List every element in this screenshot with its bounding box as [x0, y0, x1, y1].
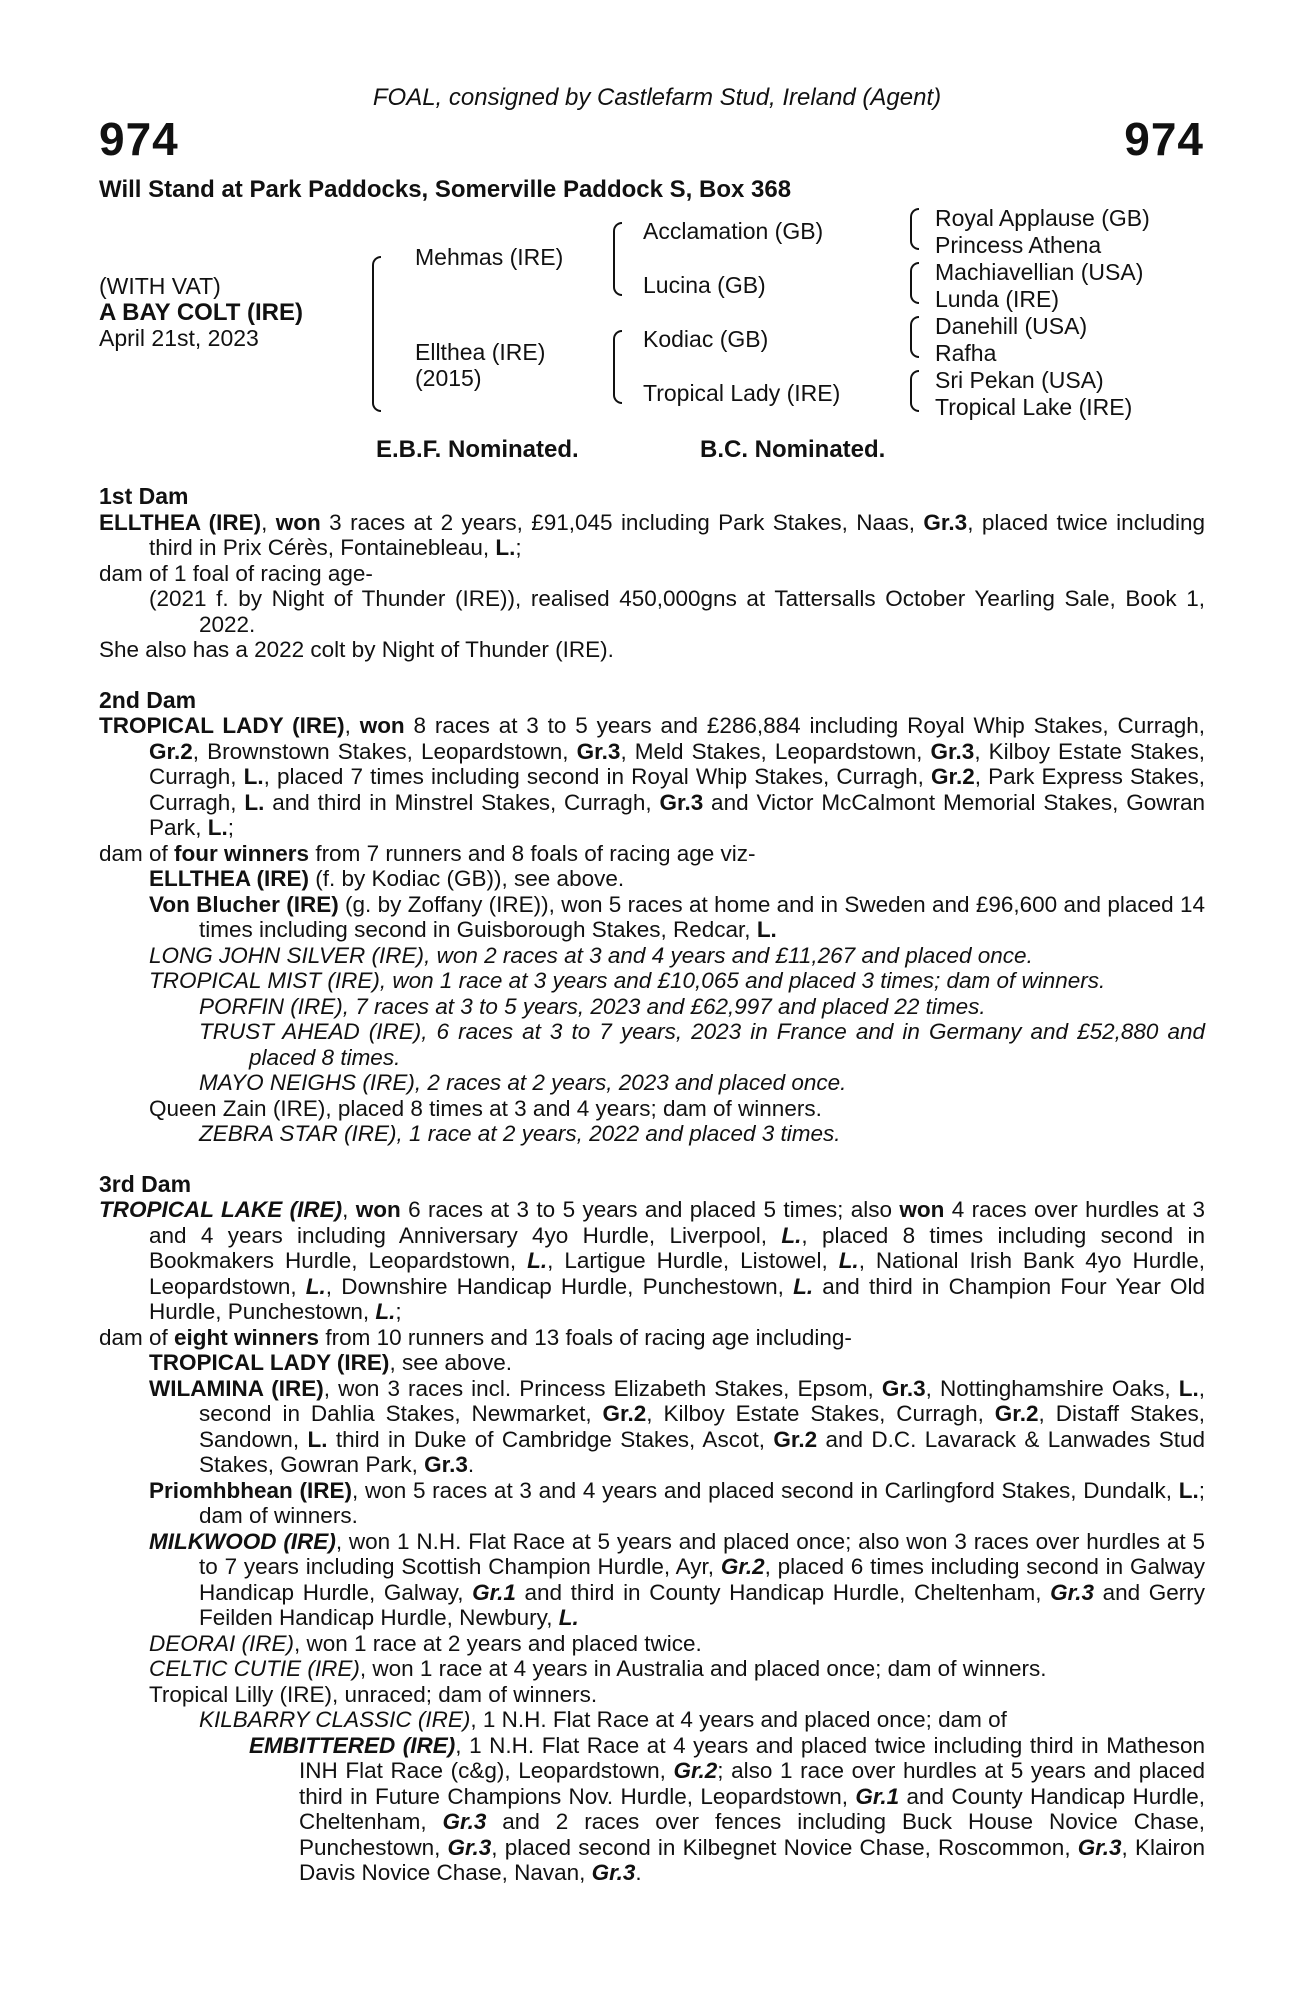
dam: Ellthea (IRE): [415, 339, 546, 365]
first-dam-foal-2021: (2021 f. by Night of Thunder (IRE)), realised 450,000gns at Tattersalls October Yearling Sale, Book 1, 2022.: [149, 586, 1205, 637]
gg-5: Danehill (USA): [935, 313, 1088, 339]
produce-wilamina: WILAMINA (IRE), won 3 races incl. Princess Elizabeth Stakes, Epsom, Gr.3, Nottinghamshire Oaks, L., second in Dahlia Stakes, Newmarket, Gr.2, Kilboy Estate Stakes, Curragh, Gr.2, Distaff Stakes, Sandown, L. third in Duke of Cambridge Stakes, Ascot, Gr.2 and D.C. Lavarack & Lanwades Stud Stakes, Gowran Park, Gr.3.: [149, 1375, 1206, 1477]
gg-3: Machiavellian (USA): [935, 259, 1144, 285]
lot-number-left: 974: [99, 113, 179, 165]
gg-6: Rafha: [935, 340, 997, 366]
produce-von-blucher: Von Blucher (IRE) (g. by Zoffany (IRE)), won 5 races at home and in Sweden and £96,600 and placed 14 times including second in Guisborough Stakes, Redcar, L.: [149, 891, 1205, 942]
gg-1: Royal Applause (GB): [935, 205, 1150, 231]
bc-nomination: B.C. Nominated.: [700, 436, 886, 463]
produce-deorai: DEORAI (IRE), won 1 race at 2 years and placed twice.: [149, 1630, 702, 1656]
second-dam-produce-summary: dam of four winners from 7 runners and 8 foals of racing age viz-: [99, 840, 756, 866]
third-dam-heading: 3rd Dam: [99, 1170, 192, 1197]
produce-tropical-lady: TROPICAL LADY (IRE), see above.: [149, 1350, 513, 1375]
first-dam-foal-2022: She also has a 2022 colt by Night of Thunder (IRE).: [99, 637, 614, 662]
stand-location: Will Stand at Park Paddocks, Somerville Paddock S, Box 368: [99, 176, 792, 203]
second-dam-heading: 2nd Dam: [99, 686, 197, 713]
foaling-date: April 21st, 2023: [99, 325, 259, 351]
second-dam-record: TROPICAL LADY (IRE), won 8 races at 3 to 5 years and £286,884 including Royal Whip Stakes, Curragh, Gr.2, Brownstown Stakes, Leopardstown, Gr.3, Meld Stakes, Leopardstown, Gr.3, Kilboy Estate Stakes, Curragh, L., placed 7 times including second in Royal Whip Stakes, Curragh, Gr.2, Park Express Stakes, Curragh, L. and third in Minstrel Stakes, Curragh, Gr.3 and Victor McCalmont Memorial Stakes, Gowran Park, L.;: [99, 713, 1206, 840]
brace-sire-parents: [613, 222, 622, 296]
gg-7: Sri Pekan (USA): [935, 367, 1104, 393]
gg-2: Princess Athena: [935, 232, 1102, 258]
brace-g4: [910, 370, 919, 412]
consignment-line: FOAL, consigned by Castlefarm Stud, Ireland (Agent): [372, 84, 942, 111]
sire-dam: Lucina (GB): [643, 272, 766, 298]
brace-g3: [910, 316, 919, 358]
produce-kilbarry-classic: KILBARRY CLASSIC (IRE), 1 N.H. Flat Race at 4 years and placed once; dam of: [199, 1707, 1007, 1732]
ebf-nomination: E.B.F. Nominated.: [376, 436, 579, 463]
brace-g2: [910, 262, 919, 304]
produce-mayo-neighs: MAYO NEIGHS (IRE), 2 races at 2 years, 2023 and placed once.: [199, 1070, 847, 1095]
produce-tropical-lilly: Tropical Lilly (IRE), unraced; dam of winners.: [149, 1681, 598, 1707]
produce-tropical-mist: TROPICAL MIST (IRE), won 1 race at 3 years and £10,065 and placed 3 times; dam of winners.: [149, 968, 1106, 993]
lot-number-right: 974: [1124, 113, 1204, 165]
produce-milkwood: MILKWOOD (IRE), won 1 N.H. Flat Race at 5 years and placed once; also won 3 races over hurdles at 5 to 7 years including Scottish Champion Hurdle, Ayr, Gr.2, placed 6 times including second in Galway Handicap Hurdle, Galway, Gr.1 and third in County Handicap Hurdle, Cheltenham, Gr.3 and Gerry Feilden Handicap Hurdle, Newbury, L.: [149, 1528, 1205, 1630]
produce-queen-zain: Queen Zain (IRE), placed 8 times at 3 and 4 years; dam of winners.: [149, 1095, 822, 1121]
sire-sire: Acclamation (GB): [643, 218, 824, 244]
produce-zebra-star: ZEBRA STAR (IRE), 1 race at 2 years, 2022 and placed 3 times.: [199, 1121, 841, 1146]
brace-dam-parents: [613, 330, 622, 404]
catalogue-body: [99, 484, 1205, 1886]
dam-year: (2015): [415, 365, 482, 391]
gg-8: Tropical Lake (IRE): [935, 394, 1133, 420]
first-dam-record: ELLTHEA (IRE), won 3 races at 2 years, £91,045 including Park Stakes, Naas, Gr.3, placed twice including third in Prix Cérès, Fontainebleau, L.;: [99, 509, 1205, 560]
produce-celtic-cutie: CELTIC CUTIE (IRE), won 1 race at 4 years in Australia and placed once; dam of winners.: [149, 1656, 1047, 1681]
dam-sire: Kodiac (GB): [643, 326, 769, 352]
produce-ellthea: ELLTHEA (IRE) (f. by Kodiac (GB)), see above.: [149, 866, 625, 891]
produce-priomhbhean: Priomhbhean (IRE), won 5 races at 3 and 4 years and placed second in Carlingford Stakes, Dundalk, L.; dam of winners.: [149, 1477, 1205, 1528]
vat-note: (WITH VAT): [99, 273, 221, 299]
dam-dam: Tropical Lady (IRE): [643, 380, 841, 406]
first-dam-produce-summary: dam of 1 foal of racing age-: [99, 560, 373, 586]
produce-long-john-silver: LONG JOHN SILVER (IRE), won 2 races at 3 and 4 years and £11,267 and placed once.: [149, 942, 1033, 968]
produce-porfin: PORFIN (IRE), 7 races at 3 to 5 years, 2023 and £62,997 and placed 22 times.: [199, 993, 986, 1019]
brace-sire-dam: [372, 256, 381, 412]
third-dam-produce-summary: dam of eight winners from 10 runners and 13 foals of racing age including-: [99, 1324, 852, 1350]
brace-g1: [910, 208, 919, 250]
first-dam-heading: 1st Dam: [99, 483, 189, 509]
third-dam-record: TROPICAL LAKE (IRE), won 6 races at 3 to 5 years and placed 5 times; also won 4 races over hurdles at 3 and 4 years including Anniversary 4yo Hurdle, Liverpool, L., placed 8 times including second in Bookmakers Hurdle, Leopardstown, L., Lartigue Hurdle, Listowel, L., National Irish Bank 4yo Hurdle, Leopardstown, L., Downshire Handicap Hurdle, Punchestown, L. and third in Champion Four Year Old Hurdle, Punchestown, L.;: [99, 1197, 1206, 1324]
gg-4: Lunda (IRE): [935, 286, 1060, 312]
lot-name: A BAY COLT (IRE): [99, 299, 304, 326]
produce-trust-ahead: TRUST AHEAD (IRE), 6 races at 3 to 7 years, 2023 in France and in Germany and £52,880 and placed 8 times.: [199, 1019, 1205, 1070]
produce-embittered: EMBITTERED (IRE), 1 N.H. Flat Race at 4 years and placed twice including third in Matheson INH Flat Race (c&g), Leopardstown, Gr.2; also 1 race over hurdles at 5 years and placed third in Future Champions Nov. Hurdle, Leopardstown, Gr.1 and County Handicap Hurdle, Cheltenham, Gr.3 and 2 races over fences including Buck House Novice Chase, Punchestown, Gr.3, placed second in Kilbegnet Novice Chase, Roscommon, Gr.3, Klairon Davis Novice Chase, Navan, Gr.3.: [249, 1732, 1206, 1885]
sire: Mehmas (IRE): [415, 244, 564, 270]
